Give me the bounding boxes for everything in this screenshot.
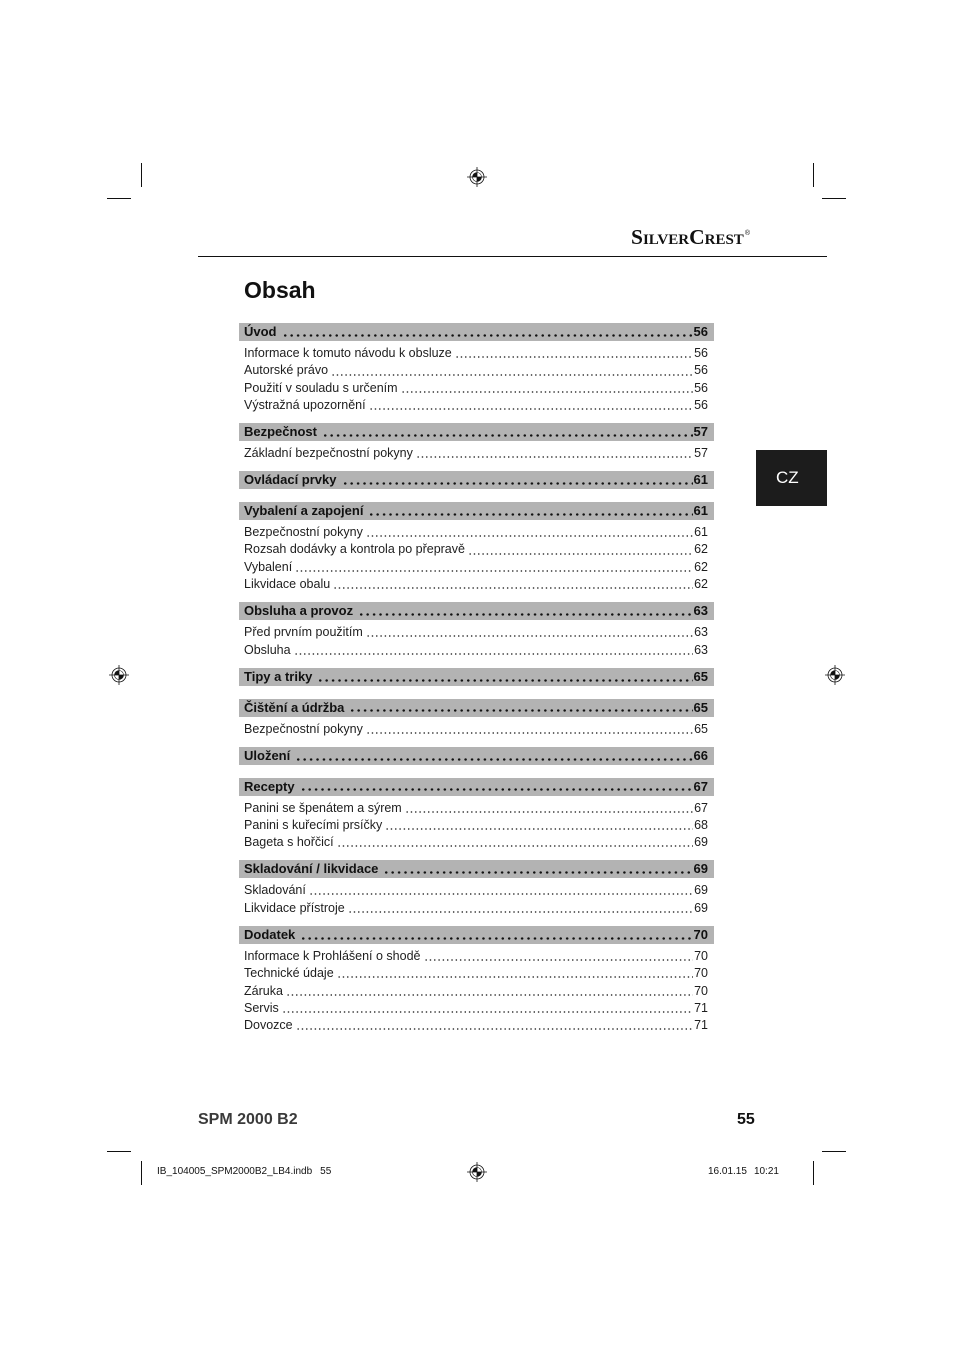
dot-leader xyxy=(468,553,693,555)
toc-entry-list xyxy=(239,944,714,1035)
dot-leader xyxy=(317,679,692,682)
toc-entry-label: Bageta s hořčicí xyxy=(244,835,334,850)
toc-entry-page-number: 70 xyxy=(694,966,708,981)
dot-leader xyxy=(455,356,693,358)
toc-entry-page-number: 69 xyxy=(694,883,708,898)
toc-entry xyxy=(239,445,714,462)
crop-mark xyxy=(141,163,142,187)
header-rule xyxy=(198,256,827,257)
dot-leader xyxy=(366,732,693,734)
toc-entry xyxy=(239,983,714,1000)
toc-entry xyxy=(239,817,714,834)
page-title: Obsah xyxy=(244,277,316,303)
toc-section-title: Dodatek xyxy=(244,926,296,942)
print-slug-file xyxy=(157,1166,331,1178)
dot-leader xyxy=(295,570,693,572)
toc-section-title: Úvod xyxy=(244,324,277,339)
toc-entry-list xyxy=(239,520,714,593)
toc-entry-page-number: 67 xyxy=(694,800,708,815)
toc-entry xyxy=(239,524,714,541)
registration-mark-icon xyxy=(825,665,845,685)
toc-entry xyxy=(239,576,714,593)
toc-section-page-number: 65 xyxy=(693,699,708,715)
registration-mark-icon xyxy=(467,1162,487,1182)
toc-entry-list xyxy=(239,796,714,852)
dot-leader xyxy=(366,535,693,537)
toc-section-header xyxy=(239,699,714,717)
dot-leader xyxy=(331,374,693,376)
toc-entry-list xyxy=(239,341,714,414)
dot-leader xyxy=(286,994,693,996)
toc-entry-page-number: 68 xyxy=(694,817,708,832)
toc-section-page-number: 67 xyxy=(693,778,708,794)
toc-entry-page-number: 69 xyxy=(694,900,708,915)
dot-leader xyxy=(294,653,694,655)
slug-time: 10:21 xyxy=(753,1166,779,1177)
slug-file-name: IB_104005_SPM2000B2_LB4.indb xyxy=(157,1166,313,1177)
dot-leader xyxy=(296,1028,693,1030)
toc-entry xyxy=(239,380,714,397)
toc-section-page-number: 69 xyxy=(693,861,708,877)
toc-section xyxy=(239,602,714,659)
toc-entry-label: Informace k tomuto návodu k obsluze xyxy=(244,346,452,360)
toc-section-page-number: 56 xyxy=(693,324,708,339)
toc-entry-page-number: 57 xyxy=(694,446,708,461)
dot-leader xyxy=(342,482,693,485)
toc-entry xyxy=(239,541,714,558)
toc-entry-page-number: 56 xyxy=(694,398,708,413)
toc-section-page-number: 70 xyxy=(693,926,708,942)
dot-leader xyxy=(300,937,692,940)
toc-entry xyxy=(239,900,714,917)
crop-mark xyxy=(107,1151,131,1152)
toc-entry-page-number: 56 xyxy=(694,380,708,395)
crop-mark xyxy=(822,198,846,199)
toc-entry xyxy=(239,1017,714,1034)
toc-entry-list xyxy=(239,765,714,769)
toc-entry-page-number: 63 xyxy=(694,642,708,657)
toc-entry-list xyxy=(239,717,714,738)
dot-leader xyxy=(337,845,693,847)
toc-entry-page-number: 70 xyxy=(694,948,708,963)
toc-entry xyxy=(239,948,714,965)
toc-entry xyxy=(239,345,714,362)
toc-entry xyxy=(239,965,714,982)
toc-entry-page-number: 62 xyxy=(694,559,708,574)
toc-entry-list xyxy=(239,620,714,659)
dot-leader xyxy=(295,758,692,761)
toc-entry-list xyxy=(239,441,714,462)
toc-entry-label: Před prvním použitím xyxy=(244,625,363,640)
table-of-contents xyxy=(239,323,714,1043)
toc-section-header xyxy=(239,502,714,520)
toc-entry-label: Informace k Prohlášení o shodě xyxy=(244,948,421,963)
toc-section-title: Tipy a triky xyxy=(244,668,313,684)
toc-section-header xyxy=(239,860,714,878)
toc-section-header xyxy=(239,747,714,765)
toc-section-header xyxy=(239,668,714,686)
footer-model-name: SPM 2000 B2 xyxy=(198,1111,298,1128)
toc-section-title: Recepty xyxy=(244,778,295,794)
toc-entry-label: Bezpečnostní pokyny xyxy=(244,525,363,540)
toc-entry-page-number: 56 xyxy=(694,363,708,378)
toc-entry xyxy=(239,397,714,414)
toc-entry-list xyxy=(239,489,714,493)
toc-entry-list xyxy=(239,686,714,690)
toc-section-header xyxy=(239,926,714,944)
toc-entry-page-number: 56 xyxy=(694,346,708,360)
toc-section-page-number: 63 xyxy=(693,603,708,619)
toc-entry-label: Obsluha xyxy=(244,642,291,657)
toc-entry-label: Technické údaje xyxy=(244,966,334,981)
toc-entry-list xyxy=(239,878,714,917)
toc-entry-page-number: 61 xyxy=(694,525,708,540)
toc-section-title: Bezpečnost xyxy=(244,424,317,440)
language-tab-label: CZ xyxy=(776,468,799,487)
crop-mark xyxy=(813,1161,814,1185)
toc-section-header xyxy=(239,778,714,796)
toc-entry-label: Skladování xyxy=(244,883,306,898)
toc-section xyxy=(239,926,714,1035)
toc-section-page-number: 61 xyxy=(693,503,708,519)
dot-leader xyxy=(337,976,693,978)
dot-leader xyxy=(385,828,693,830)
toc-entry xyxy=(239,800,714,817)
toc-entry-page-number: 71 xyxy=(694,1018,708,1033)
toc-entry-label: Panini se špenátem a sýrem xyxy=(244,800,402,815)
footer-page-number: 55 xyxy=(737,1111,755,1128)
dot-leader xyxy=(309,893,693,895)
dot-leader xyxy=(349,709,692,712)
toc-section xyxy=(239,423,714,462)
toc-entry-label: Základní bezpečnostní pokyny xyxy=(244,446,413,461)
dot-leader xyxy=(416,456,693,458)
dot-leader xyxy=(366,635,693,637)
toc-section xyxy=(239,860,714,917)
toc-section-page-number: 66 xyxy=(693,747,708,763)
dot-leader xyxy=(333,587,693,589)
toc-entry-page-number: 63 xyxy=(694,625,708,640)
toc-entry-label: Bezpečnostní pokyny xyxy=(244,721,363,736)
toc-entry xyxy=(239,1000,714,1017)
toc-section-page-number: 61 xyxy=(693,472,708,488)
toc-section-page-number: 65 xyxy=(693,668,708,684)
toc-entry xyxy=(239,624,714,641)
toc-section-header xyxy=(239,423,714,441)
dot-leader xyxy=(424,959,694,961)
registration-mark-icon xyxy=(467,167,487,187)
toc-entry-label: Autorské právo xyxy=(244,363,329,378)
toc-entry-label: Záruka xyxy=(244,983,283,998)
language-tab xyxy=(756,450,827,506)
toc-entry-page-number: 62 xyxy=(694,542,708,557)
toc-entry-label: Panini s kuřecími prsíčky xyxy=(244,817,383,832)
toc-section xyxy=(239,699,714,738)
toc-section xyxy=(239,502,714,593)
toc-section-title: Obsluha a provoz xyxy=(244,603,354,619)
toc-entry-page-number: 70 xyxy=(694,983,708,998)
dot-leader xyxy=(300,788,693,791)
toc-entry xyxy=(239,362,714,379)
dot-leader xyxy=(383,871,692,874)
dot-leader xyxy=(401,391,694,393)
toc-section-page-number: 57 xyxy=(693,424,708,440)
toc-section-title: Uložení xyxy=(244,747,291,763)
toc-entry-page-number: 69 xyxy=(694,835,708,850)
brand-logo xyxy=(631,223,750,248)
toc-section-title: Vybalení a zapojení xyxy=(244,503,364,519)
toc-entry-label: Dovozce xyxy=(244,1018,293,1033)
toc-section-title: Ovládací prvky xyxy=(244,472,337,488)
dot-leader xyxy=(348,911,693,913)
toc-entry xyxy=(239,834,714,851)
dot-leader xyxy=(358,613,692,616)
toc-entry-label: Použití v souladu s určením xyxy=(244,380,398,395)
toc-section-title: Skladování / likvidace xyxy=(244,861,379,877)
toc-section xyxy=(239,747,714,769)
toc-entry-label: Výstražná upozornění xyxy=(244,398,366,413)
toc-entry-label: Rozsah dodávky a kontrola po přepravě xyxy=(244,542,465,557)
registration-mark-icon xyxy=(109,665,129,685)
toc-section-title: Čištění a údržba xyxy=(244,699,345,715)
toc-entry xyxy=(239,882,714,899)
toc-section xyxy=(239,323,714,414)
dot-leader xyxy=(369,408,693,410)
toc-section-header xyxy=(239,602,714,620)
toc-section xyxy=(239,778,714,852)
slug-date: 16.01.15 xyxy=(708,1166,747,1177)
toc-entry-page-number: 62 xyxy=(694,577,708,592)
slug-file-page: 55 xyxy=(320,1166,332,1177)
crop-mark xyxy=(813,163,814,187)
crop-mark xyxy=(822,1151,846,1152)
toc-entry xyxy=(239,642,714,659)
toc-section xyxy=(239,668,714,690)
toc-entry-page-number: 65 xyxy=(694,721,708,736)
dot-leader xyxy=(282,334,693,337)
dot-leader xyxy=(368,513,692,516)
toc-entry-page-number: 71 xyxy=(694,1000,708,1015)
toc-section-header xyxy=(239,471,714,489)
crop-mark xyxy=(107,198,131,199)
toc-entry xyxy=(239,559,714,576)
print-slug-timestamp xyxy=(708,1166,779,1178)
dot-leader xyxy=(282,1011,693,1013)
crop-mark xyxy=(141,1161,142,1185)
toc-entry xyxy=(239,721,714,738)
dot-leader xyxy=(322,434,693,437)
brand-logo-text: SilverCrest xyxy=(631,225,744,249)
toc-entry-label: Vybalení xyxy=(244,559,293,574)
toc-entry-label: Likvidace přístroje xyxy=(244,900,345,915)
registered-trademark-symbol: ® xyxy=(744,230,750,237)
dot-leader xyxy=(405,811,693,813)
toc-entry-label: Servis xyxy=(244,1000,279,1015)
toc-section-header xyxy=(239,323,714,341)
toc-section xyxy=(239,471,714,493)
toc-entry-label: Likvidace obalu xyxy=(244,577,331,592)
